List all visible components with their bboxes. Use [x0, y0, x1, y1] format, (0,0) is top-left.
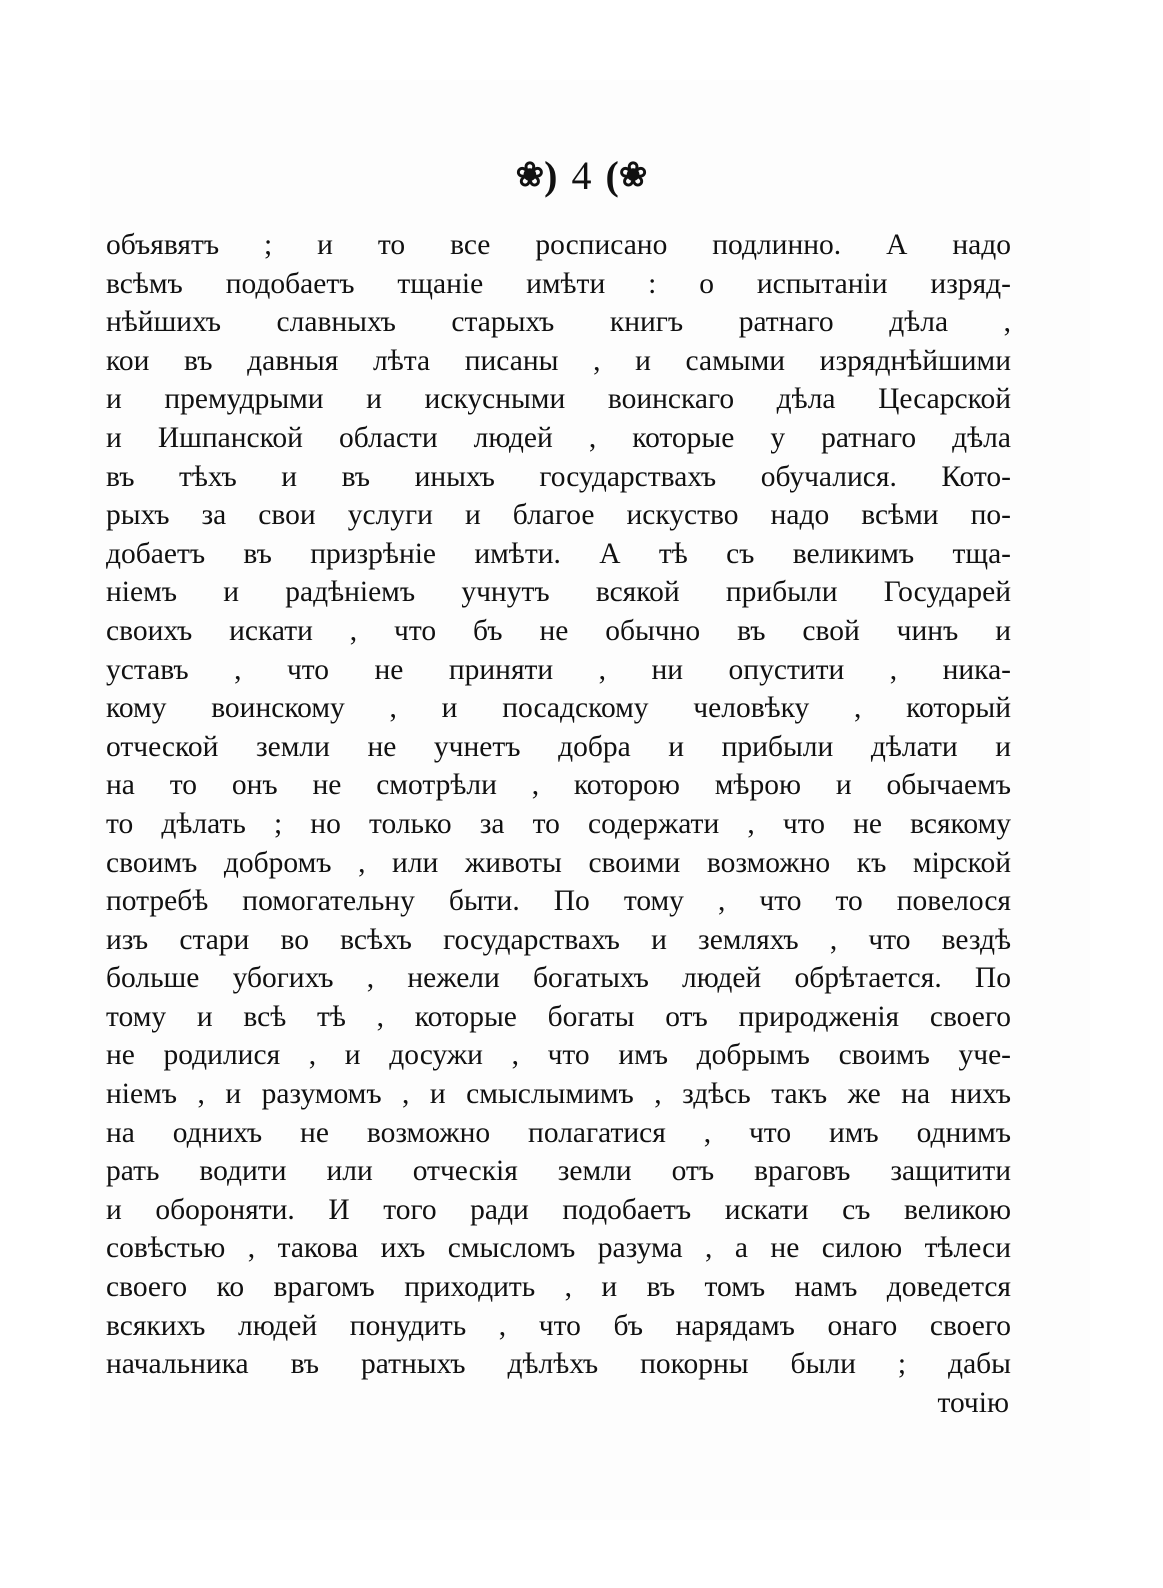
- text-line: добаетъ въ призрѣніе имѣти. А тѣ съ великимъ тща-: [106, 537, 1011, 570]
- header-paren-left: ): [544, 152, 558, 198]
- text-line: рать водити или отческія земли отъ враговъ защитити: [106, 1155, 1011, 1188]
- text-line: тому и всѣ тѣ , которые богаты отъ природженія своего: [106, 1000, 1011, 1033]
- right-ornament-icon: ❀: [618, 156, 648, 194]
- catchword: точію: [937, 1386, 1009, 1419]
- text-line: ніемъ и радѣніемъ учнутъ всякой прибыли Государей: [106, 576, 1011, 609]
- text-line: то дѣлать ; но только за то содержати , что не всякому: [106, 807, 1011, 840]
- text-line: изъ стари во всѣхъ государствахъ и земляхъ , что вездѣ: [106, 923, 1011, 956]
- text-line: на однихъ не возможно полагатися , что имъ однимъ: [106, 1116, 1011, 1149]
- left-ornament-icon: ❀: [515, 156, 545, 194]
- text-line: не родилися , и досужи , что имъ добрымъ своимъ уче-: [106, 1039, 1011, 1072]
- text-line: нѣйшихъ славныхъ старыхъ книгъ ратнаго дѣла ,: [106, 306, 1011, 339]
- page-header: [0, 148, 1163, 200]
- text-line: всякихъ людей понудить , что бъ нарядамъ онаго своего: [106, 1309, 1011, 1342]
- text-line: на то онъ не смотрѣли , которою мѣрою и обычаемъ: [106, 769, 1011, 802]
- text-line: и Ишпанской области людей , которые у ратнаго дѣла: [106, 421, 1011, 454]
- text-line: потребѣ помогательну быти. По тому , что то повелося: [106, 885, 1011, 918]
- text-line: объявятъ ; и то все росписано подлинно. А надо: [106, 229, 1011, 261]
- text-line: своего ко врагомъ приходить , и въ томъ намъ доведется: [106, 1271, 1011, 1304]
- text-line: и премудрыми и искусными воинскаго дѣла Цесарской: [106, 383, 1011, 416]
- text-line: и обороняти. И того ради подобаетъ искати съ великою: [106, 1193, 1011, 1226]
- text-line: начальника въ ратныхъ дѣлѣхъ покорны были ; дабы: [106, 1348, 1011, 1381]
- text-line: кои въ давныя лѣта писаны , и самыми изряднѣйшими: [106, 344, 1011, 377]
- body-text: [106, 226, 1011, 1422]
- text-line: кому воинскому , и посадскому человѣку , который: [106, 692, 1011, 725]
- text-line: совѣстью , такова ихъ смысломъ разума , а не силою тѣлеси: [106, 1232, 1011, 1265]
- text-line: въ тѣхъ и въ иныхъ государствахъ обучалися. Кото-: [106, 460, 1011, 493]
- text-line: ніемъ , и разумомъ , и смыслымимъ , здѣсь такъ же на нихъ: [106, 1078, 1011, 1111]
- text-line: своимъ добромъ , или животы своими возможно къ мірской: [106, 846, 1011, 879]
- header-paren-right: (: [605, 152, 619, 198]
- text-line: уставъ , что не приняти , ни опустити , ника-: [106, 653, 1011, 686]
- text-line: всѣмъ подобаетъ тщаніе имѣти : о испытаніи изряд-: [106, 267, 1011, 300]
- text-line: отческой земли не учнетъ добра и прибыли дѣлати и: [106, 730, 1011, 763]
- page-number: 4: [571, 152, 592, 198]
- text-line: больше убогихъ , нежели богатыхъ людей обрѣтается. По: [106, 962, 1011, 995]
- text-line: своихъ искати , что бъ не обычно въ свой чинъ и: [106, 614, 1011, 647]
- text-line: рыхъ за свои услуги и благое искуство надо всѣми по-: [106, 499, 1011, 532]
